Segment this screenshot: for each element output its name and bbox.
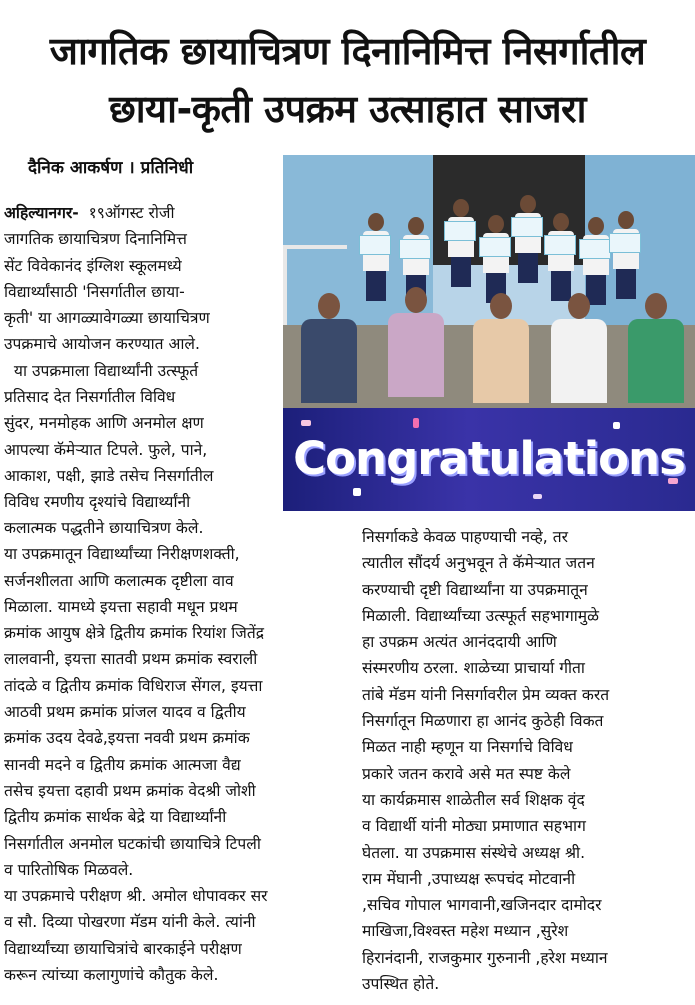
text-line: तसेच इयत्ता दहावी प्रथम क्रमांक वेदश्री जोशी — [4, 781, 256, 800]
left-column — [4, 200, 282, 516]
text-line: या कार्यक्रमास शाळेतील सर्व शिक्षक वृंद — [362, 790, 585, 809]
text-line: आकाश, पक्षी, झाडे तसेच निसर्गातील — [4, 466, 214, 485]
text-line: क्रमांक आयुष क्षेत्रे द्वितीय क्रमांक रियांश जितेंद्र — [4, 624, 265, 643]
student-figure — [548, 213, 574, 303]
text-line: विद्यार्थ्यांसाठी 'निसर्गातील छाया- — [4, 282, 185, 301]
text-line: निसर्गाकडे केवळ पाहण्याची नव्हे, तर — [362, 528, 568, 546]
headline-line-1: जागतिक छायाचित्रण दिनानिमित्त निसर्गातील — [49, 29, 646, 73]
teacher-figure — [388, 287, 444, 397]
text-line: सानवी मदने व द्वितीय क्रमांक आत्मजा वैद्य — [4, 755, 241, 774]
continued-left-column — [4, 515, 360, 988]
text-line: राम मेंघानी ,उपाध्यक्ष रूपचंद मोटवानी — [362, 869, 576, 888]
text-line: तांबे मॅडम यांनी निसर्गावरील प्रेम व्यक्त करत — [362, 685, 610, 704]
text-line: तांदळे व द्वितीय क्रमांक विधिराज सेंगल, इयत्ता — [4, 676, 263, 695]
text-line: आठवी प्रथम क्रमांक प्रांजल यादव व द्वितीय — [4, 703, 246, 722]
text-line: क्रमांक उदय देवढे,इयत्ता नववी प्रथम क्रमांक — [4, 729, 250, 748]
text-line: कृती' या आगळ्यावेगळ्या छायाचित्रण — [4, 309, 210, 328]
text-line: प्रकारे जतन करावे असे मत स्पष्ट केले — [362, 764, 571, 783]
text-line: लालवानी, इयत्ता सातवी प्रथम क्रमांक स्वराली — [4, 650, 258, 669]
text-line: प्रतिसाद देत निसर्गातील विविध — [4, 388, 176, 407]
text-line: कलात्मक पद्धतीने छायाचित्रण केले. — [4, 519, 204, 537]
text-line: हिरानंदानी, राजकुमार गुरुनानी ,हरेश मध्यान — [362, 948, 608, 967]
student-figure — [613, 211, 639, 301]
text-line: या उपक्रमाला विद्यार्थ्यांनी उत्स्फूर्त — [4, 361, 199, 380]
text-line: करण्याची दृष्टी विद्यार्थ्यांना या उपक्रमातून — [362, 580, 588, 599]
text-line: हा उपक्रम अत्यंत आनंददायी आणि — [362, 633, 557, 652]
text-line: विद्यार्थ्यांच्या छायाचित्रांचे बारकाईने परीक्षण — [4, 939, 242, 958]
teacher-figure — [473, 293, 529, 403]
text-line: द्वितीय क्रमांक सार्थक बेद्रे या विद्यार्थ्यांनी — [4, 808, 227, 827]
teacher-figure — [551, 293, 607, 403]
student-figure — [448, 199, 474, 289]
text-line: या उपक्रमाचे परीक्षण श्री. अमोल धोपावकर सर — [4, 887, 268, 906]
text-line: सर्जनशीलता आणि कलात्मक दृष्टीला वाव — [4, 571, 234, 590]
text-line: या उपक्रमातून विद्यार्थ्यांच्या निरीक्षणशक्ती, — [4, 545, 240, 564]
text-line: १९ऑगस्ट रोजी — [88, 204, 175, 222]
text-line: सेंट विवेकानंद इंग्लिश स्कूलमध्ये — [4, 256, 182, 275]
text-line: निसर्गातील अनमोल घटकांची छायाचित्रे टिपली — [4, 834, 261, 853]
student-figure — [483, 215, 509, 305]
text-line: करून त्यांच्या कलागुणांचे कौतुक केले. — [4, 966, 219, 985]
text-line: निसर्गातून मिळणारा हा आनंद कुठेही विकत — [362, 712, 604, 731]
teacher-figure — [301, 293, 357, 403]
group-photo — [283, 155, 695, 408]
dateline: अहिल्यानगर- — [4, 204, 79, 222]
student-figure — [515, 195, 541, 285]
byline: दैनिक आकर्षण । प्रतिनिधी — [28, 158, 194, 178]
text-line: व विद्यार्थी यांनी मोठ्या प्रमाणात सहभाग — [362, 817, 586, 836]
text-line: माखिजा,विश्वस्त महेश मध्यान ,सुरेश — [362, 922, 569, 941]
text-line: उपस्थित होते. — [362, 975, 440, 994]
text-line: सुंदर, मनमोहक आणि अनमोल क्षण — [4, 414, 204, 433]
text-line: मिळाली. विद्यार्थ्यांच्या उत्स्फूर्त सहभागामुळे — [362, 606, 599, 625]
text-line: जागतिक छायाचित्रण दिनानिमित्त — [4, 230, 187, 249]
student-figure — [363, 213, 389, 303]
right-column — [362, 524, 692, 997]
congratulations-banner — [283, 408, 695, 511]
text-line: आपल्या कॅमेऱ्यात टिपले. फुले, पाने, — [4, 440, 208, 459]
text-line: ,सचिव गोपाल भागवानी,खजिनदार दामोदर — [362, 896, 602, 915]
teacher-figure — [628, 293, 684, 403]
text-line: घेतला. या उपक्रमास संस्थेचे अध्यक्ष श्री. — [362, 843, 586, 862]
text-line: मिळाला. यामध्ये इयत्ता सहावी मधून प्रथम — [4, 597, 238, 616]
banner-text: Congratulations — [293, 432, 685, 485]
text-line: व पारितोषिक मिळवले. — [4, 860, 134, 879]
text-line: त्यातील सौंदर्य अनुभवून ते कॅमेऱ्यात जतन — [362, 554, 595, 573]
text-line: विविध रमणीय दृश्यांचे विद्यार्थ्यांनी — [4, 493, 191, 512]
text-line: संस्मरणीय ठरला. शाळेच्या प्राचार्या गीता — [362, 659, 585, 678]
text-line: मिळत नाही म्हणून या निसर्गाचे विविध — [362, 738, 573, 757]
headline-line-2: छाया-कृती उपक्रम उत्साहात साजरा — [109, 87, 586, 131]
text-line: व सौ. दिव्या पोखरणा मॅडम यांनी केले. त्यांनी — [4, 913, 256, 932]
text-line: उपक्रमाचे आयोजन करण्यात आले. — [4, 335, 200, 354]
